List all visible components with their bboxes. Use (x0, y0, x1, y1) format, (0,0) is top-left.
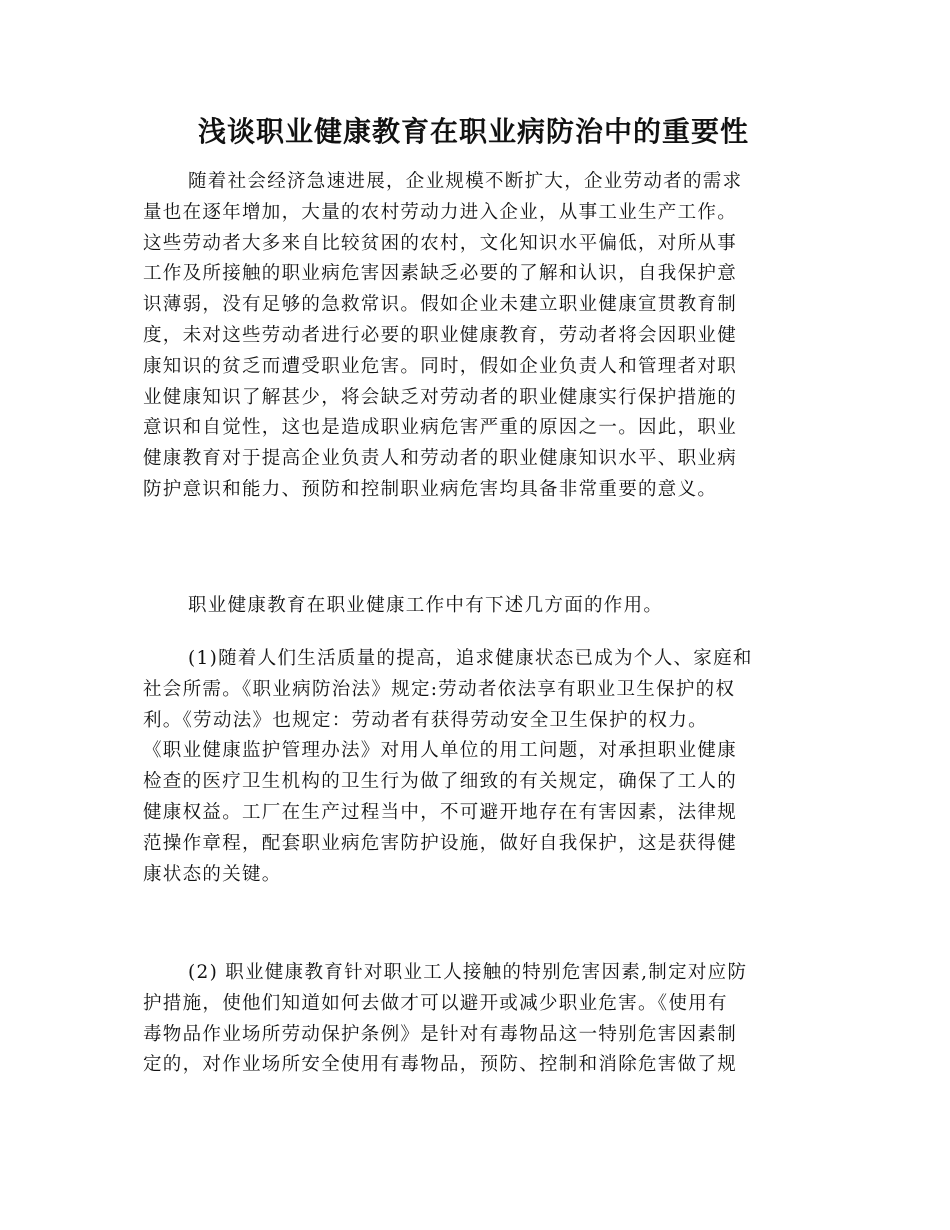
text-line: 范操作章程，配套职业病危害防护设施，做好自我保护，这是获得健 (143, 832, 738, 854)
document-title: 浅谈职业健康教育在职业病防治中的重要性 (197, 115, 749, 148)
paragraph-roles-intro (143, 591, 804, 622)
text-line: (2) 职业健康教育针对职业工人接触的特别危害因素,制定对应防 (188, 962, 748, 983)
text-line: 社会所需。《职业病防治法》规定:劳动者依法享有职业卫生保护的权 (143, 678, 736, 700)
text-line: 检查的医疗卫生机构的卫生行为做了细致的有关规定，确保了工人的 (143, 771, 738, 793)
text-line: 健康教育对于提高企业负责人和劳动者的职业健康知识水平、职业病 (143, 448, 738, 470)
paragraph-point-2 (143, 958, 804, 1081)
text-line: 这些劳动者大多来自比较贫困的农村，文化知识水平偏低，对所从事 (143, 232, 738, 254)
text-line: 随着社会经济急速进展，企业规模不断扩大，企业劳动者的需求 (188, 171, 743, 192)
text-line: 护措施，使他们知道如何去做才可以避开或减少职业危害。《使用有 (143, 992, 728, 1014)
text-line: (1)随着人们生活质量的提高，追求健康状态已成为个人、家庭和 (188, 648, 753, 669)
text-line: 工作及所接触的职业病危害因素缺乏必要的了解和认识，自我保护意 (143, 263, 738, 285)
text-line: 康知识的贫乏而遭受职业危害。同时，假如企业负责人和管理者对职 (143, 355, 738, 377)
text-line: 识薄弱，没有足够的急救常识。假如企业未建立职业健康宣贯教育制 (143, 294, 738, 316)
text-line: 毒物品作业场所劳动保护条例》是针对有毒物品这一特别危害因素制 (143, 1023, 738, 1045)
text-line: 量也在逐年增加，大量的农村劳动力进入企业，从事工业生产工作。 (143, 201, 738, 223)
text-line: 健康权益。工厂在生产过程当中，不可避开地存在有害因素，法律规 (143, 801, 738, 823)
text-line: 度，未对这些劳动者进行必要的职业健康教育，劳动者将会因职业健 (143, 324, 738, 346)
text-line: 意识和自觉性，这也是造成职业病危害严重的原因之一。因此，职业 (143, 417, 738, 439)
text-line: 防护意识和能力、预防和控制职业病危害均具备非常重要的意义。 (143, 478, 718, 500)
text-line: 业健康知识了解甚少，将会缺乏对劳动者的职业健康实行保护措施的 (143, 386, 738, 408)
text-line: 利。《劳动法》也规定：劳动者有获得劳动安全卫生保护的权力。 (143, 709, 708, 731)
text-line: 康状态的关键。 (143, 863, 282, 885)
text-line: 职业健康教育在职业健康工作中有下述几方面的作用。 (188, 595, 664, 616)
paragraph-point-1 (143, 644, 804, 890)
paragraph-intro (143, 167, 804, 506)
text-line: 《职业健康监护管理办法》对用人单位的用工问题，对承担职业健康 (143, 740, 738, 762)
text-line: 定的，对作业场所安全使用有毒物品，预防、控制和消除危害做了规 (143, 1054, 738, 1076)
